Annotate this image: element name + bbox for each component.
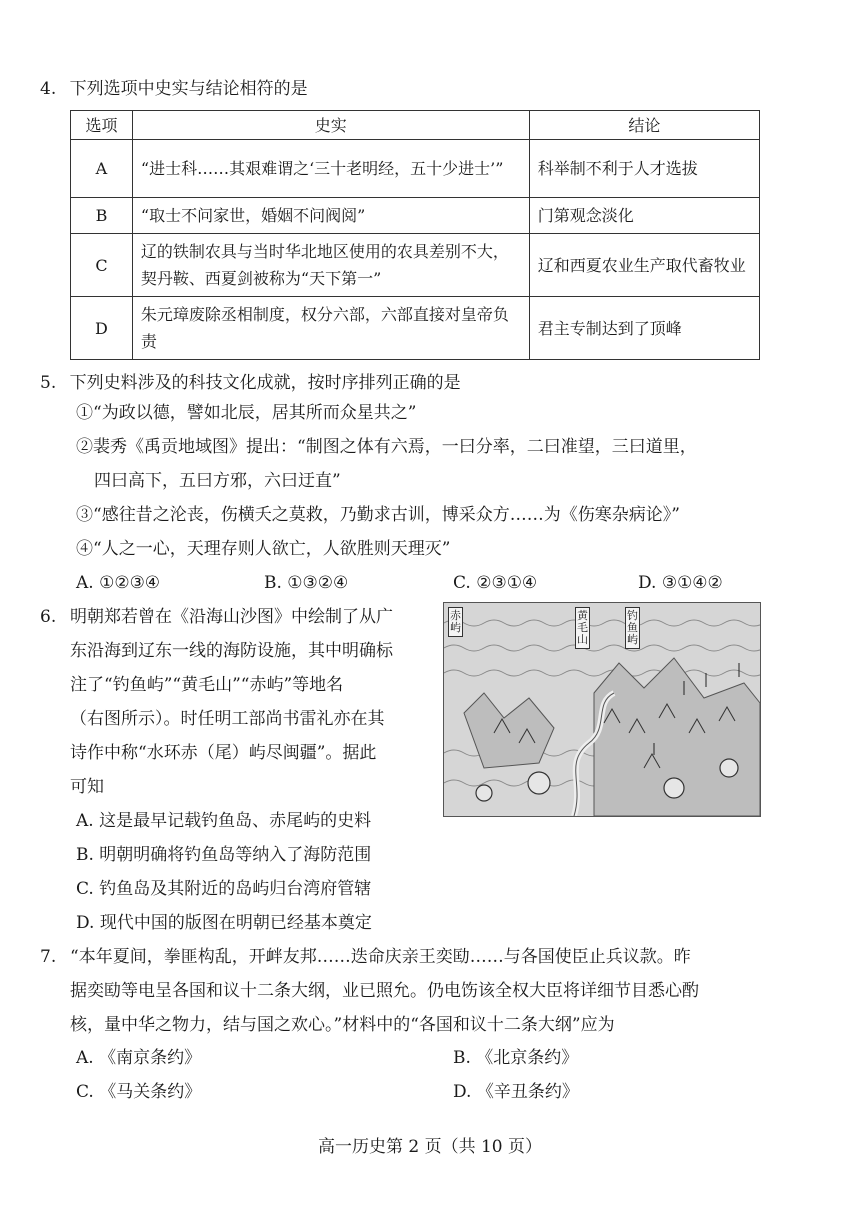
option-cell: D bbox=[71, 297, 133, 360]
question-number: 5. bbox=[40, 373, 57, 393]
choice-b[interactable]: B. 明朝明确将钓鱼岛等纳入了海防范围 bbox=[76, 845, 372, 865]
table-header: 史实 bbox=[132, 111, 529, 140]
source-item-2: ②裴秀《禹贡地域图》提出：“制图之体有六焉，一曰分率，二曰准望，三曰道里， bbox=[76, 437, 697, 457]
coastal-map-image bbox=[443, 602, 761, 817]
choice-c[interactable]: C. ②③①④ bbox=[453, 573, 538, 593]
question-4 bbox=[40, 72, 308, 106]
question-stem: 下列史料涉及的科技文化成就，按时序排列正确的是 bbox=[69, 373, 461, 393]
conclusion-cell: 科举制不利于人才选拔 bbox=[529, 140, 759, 198]
question-7-line: “本年夏间，拳匪构乱，开衅友邦……迭命庆亲王奕劻……与各国使臣止兵议款。昨 bbox=[70, 947, 691, 967]
question-stem: 下列选项中史实与结论相符的是 bbox=[69, 79, 308, 99]
table-row bbox=[71, 198, 760, 234]
choice-b[interactable]: B. ①③②④ bbox=[264, 573, 349, 593]
conclusion-cell: 君主专制达到了顶峰 bbox=[529, 297, 759, 360]
question-7-number: 7. bbox=[40, 947, 57, 967]
fact-cell: “进士科……其艰难谓之‘三十老明经，五十少进士’” bbox=[132, 140, 529, 198]
conclusion-cell: 辽和西夏农业生产取代畜牧业 bbox=[529, 234, 759, 297]
question-6-line: 可知 bbox=[70, 777, 104, 797]
source-item-2-cont: 四曰高下，五曰方邪，六曰迂直” bbox=[94, 471, 341, 491]
question-6-line: （右图所示）。时任明工部尚书雷礼亦在其 bbox=[70, 709, 385, 729]
choice-c[interactable]: C. 钓鱼岛及其附近的岛屿归台湾府管辖 bbox=[76, 879, 372, 899]
question-7-line: 据奕劻等电呈各国和议十二条大纲，业已照允。仍电饬该全权大臣将详细节目悉心酌 bbox=[70, 981, 699, 1001]
choice-a[interactable]: A. 《南京条约》 bbox=[76, 1048, 202, 1068]
option-cell: A bbox=[71, 140, 133, 198]
question-number: 4. bbox=[40, 79, 57, 99]
choice-c[interactable]: C. 《马关条约》 bbox=[76, 1082, 202, 1102]
map-drawing bbox=[444, 603, 760, 816]
page-footer: 高一历史第 2 页（共 10 页） bbox=[317, 1137, 543, 1157]
table-row bbox=[71, 140, 760, 198]
source-item-3: ③“感往昔之沦丧，伤横夭之莫救，乃勤求古训，博采众方……为《伤寒杂病论》” bbox=[76, 505, 680, 525]
table-header-row bbox=[71, 111, 760, 140]
question-6-line: 明朝郑若曾在《沿海山沙图》中绘制了从广 bbox=[70, 607, 393, 627]
question-6-line: 东沿海到辽东一线的海防设施，其中明确标 bbox=[70, 641, 393, 661]
option-cell: C bbox=[71, 234, 133, 297]
fact-cell: 朱元璋废除丞相制度，权分六部，六部直接对皇帝负责 bbox=[132, 297, 529, 360]
table-row bbox=[71, 297, 760, 360]
question-6-line: 诗作中称“水环赤（尾）屿尽闽疆”。据此 bbox=[70, 743, 377, 763]
source-item-4: ④“人之一心，天理存则人欲亡，人欲胜则天理灭” bbox=[76, 539, 451, 559]
map-label-diaoyuyu: 钓鱼屿 bbox=[625, 607, 640, 649]
fact-cell: 辽的铁制农具与当时华北地区使用的农具差别不大，契丹鞍、西夏剑被称为“天下第一” bbox=[132, 234, 529, 297]
choice-b[interactable]: B. 《北京条约》 bbox=[453, 1048, 579, 1068]
map-label-chiyu: 赤屿 bbox=[448, 607, 463, 637]
fact-cell: “取士不问家世，婚姻不问阀阅” bbox=[132, 198, 529, 234]
question-6-number: 6. bbox=[40, 607, 57, 627]
choice-a[interactable]: A. ①②③④ bbox=[76, 573, 161, 593]
table-header: 结论 bbox=[529, 111, 759, 140]
question-5 bbox=[40, 366, 461, 400]
choice-a[interactable]: A. 这是最早记载钓鱼岛、赤尾屿的史料 bbox=[76, 811, 372, 831]
table-row bbox=[71, 234, 760, 297]
option-cell: B bbox=[71, 198, 133, 234]
source-item-1: ①“为政以德，譬如北辰，居其所而众星共之” bbox=[76, 403, 417, 423]
choice-d[interactable]: D. 现代中国的版图在明朝已经基本奠定 bbox=[76, 913, 372, 933]
question-7-line: 核，量中华之物力，结与国之欢心。”材料中的“各国和议十二条大纲”应为 bbox=[70, 1015, 615, 1035]
choice-d[interactable]: D. 《辛丑条约》 bbox=[453, 1082, 579, 1102]
conclusion-cell: 门第观念淡化 bbox=[529, 198, 759, 234]
question-6-line: 注了“钓鱼屿”“黄毛山”“赤屿”等地名 bbox=[70, 675, 344, 695]
facts-table bbox=[70, 110, 760, 360]
table-header: 选项 bbox=[71, 111, 133, 140]
choice-d[interactable]: D. ③①④② bbox=[638, 573, 723, 593]
map-label-huangmaoshan: 黄毛山 bbox=[575, 607, 590, 649]
